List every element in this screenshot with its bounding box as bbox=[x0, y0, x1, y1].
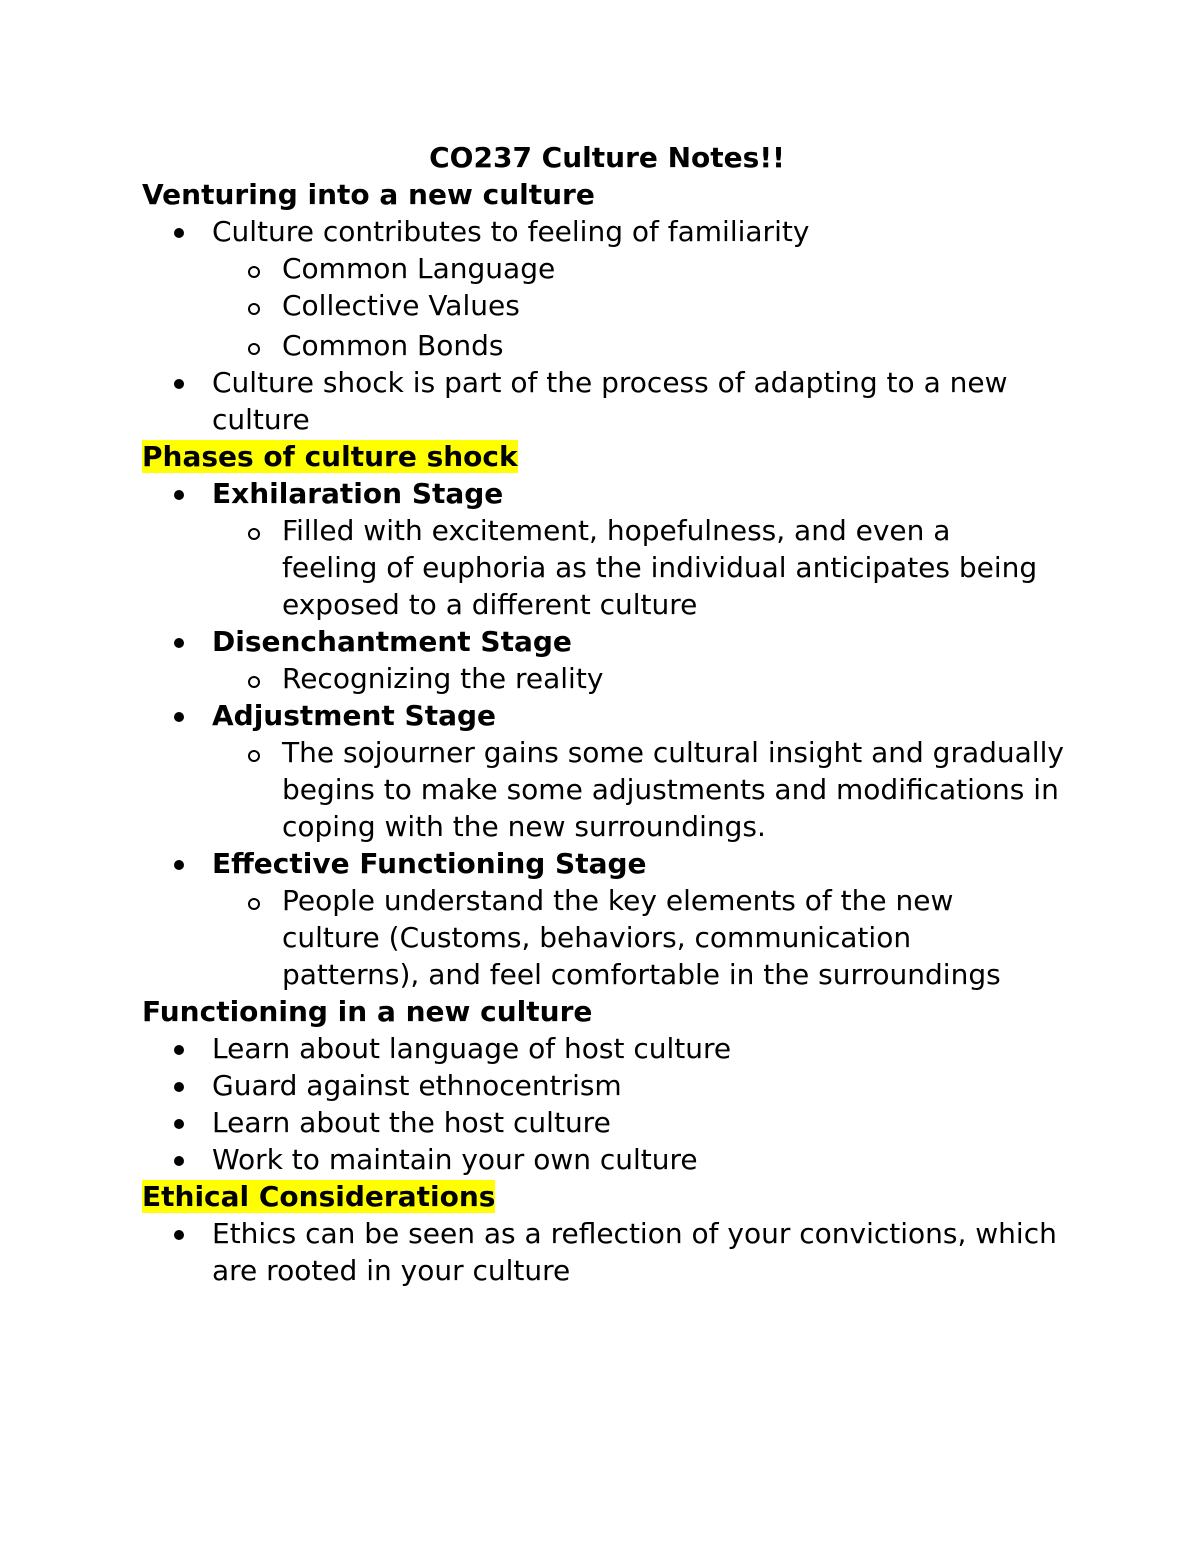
sub-list-item bbox=[212, 250, 1072, 287]
list-item bbox=[142, 845, 1072, 993]
bullet-icon bbox=[174, 638, 184, 648]
section-heading-phases bbox=[142, 438, 1072, 475]
list-item bbox=[142, 1141, 1072, 1178]
list-item-text: Exhilaration Stage bbox=[212, 477, 504, 510]
section-heading-venturing bbox=[142, 176, 1072, 213]
bullet-icon bbox=[174, 1082, 184, 1092]
bullet-icon bbox=[174, 1045, 184, 1055]
sub-list-item-text: Filled with excitement, hopefulness, and even a feeling of euphoria as the individual anticipates being exposed to a different culture bbox=[282, 514, 1038, 621]
sub-bullet-list bbox=[212, 512, 1072, 623]
list-item-text: Learn about language of host culture bbox=[212, 1032, 732, 1065]
list-item-text: Work to maintain your own culture bbox=[212, 1143, 698, 1176]
section-heading-text: Phases of culture shock bbox=[142, 440, 518, 473]
list-item-text: Ethics can be seen as a reflection of your convictions, which are rooted in your culture bbox=[212, 1217, 1057, 1287]
list-item-text: Learn about the host culture bbox=[212, 1106, 611, 1139]
list-item-text: Disenchantment Stage bbox=[212, 625, 572, 658]
circle-bullet-icon bbox=[248, 528, 260, 540]
list-item bbox=[142, 475, 1072, 623]
bullet-list bbox=[142, 1030, 1072, 1178]
sub-list-item-text: Common Language bbox=[282, 252, 556, 285]
circle-bullet-icon bbox=[248, 750, 260, 762]
section-heading-text: Functioning in a new culture bbox=[142, 995, 593, 1028]
list-item bbox=[142, 1215, 1072, 1289]
bullet-icon bbox=[174, 490, 184, 500]
circle-bullet-icon bbox=[248, 303, 260, 315]
bullet-list bbox=[142, 213, 1072, 438]
list-item-text: Guard against ethnocentrism bbox=[212, 1069, 622, 1102]
sub-list-item bbox=[212, 882, 1072, 993]
sub-list-item-text: Common Bonds bbox=[282, 329, 504, 362]
list-item-text: Adjustment Stage bbox=[212, 699, 497, 732]
list-item bbox=[142, 1030, 1072, 1067]
circle-bullet-icon bbox=[248, 676, 260, 688]
sub-bullet-list bbox=[212, 660, 1072, 697]
sub-list-item-text: Collective Values bbox=[282, 289, 520, 322]
bullet-icon bbox=[174, 1156, 184, 1166]
list-item bbox=[142, 1067, 1072, 1104]
list-item-text: Culture shock is part of the process of adapting to a new culture bbox=[212, 366, 1008, 436]
sub-list-item bbox=[212, 734, 1072, 845]
bullet-icon bbox=[174, 379, 184, 389]
sub-list-item bbox=[212, 660, 1072, 697]
sub-bullet-list bbox=[212, 734, 1072, 845]
section-heading-text: Venturing into a new culture bbox=[142, 178, 595, 211]
section-heading-ethical bbox=[142, 1178, 1072, 1215]
bullet-icon bbox=[174, 860, 184, 870]
circle-bullet-icon bbox=[248, 266, 260, 278]
sub-list-item bbox=[212, 327, 1072, 364]
circle-bullet-icon bbox=[248, 898, 260, 910]
circle-bullet-icon bbox=[248, 343, 260, 355]
list-item-text: Effective Functioning Stage bbox=[212, 847, 647, 880]
list-item-text: Culture contributes to feeling of familiarity bbox=[212, 215, 810, 248]
section-heading-text: Ethical Considerations bbox=[142, 1180, 496, 1213]
bullet-icon bbox=[174, 1230, 184, 1240]
list-item bbox=[142, 623, 1072, 697]
sub-bullet-list bbox=[212, 882, 1072, 993]
sub-bullet-list bbox=[212, 250, 1072, 364]
bullet-list bbox=[142, 475, 1072, 993]
sub-list-item-text: The sojourner gains some cultural insight and gradually begins to make some adjustments and modifications in coping with the new surroundings. bbox=[282, 736, 1064, 843]
list-item bbox=[142, 1104, 1072, 1141]
bullet-icon bbox=[174, 228, 184, 238]
bullet-icon bbox=[174, 1119, 184, 1129]
sub-list-item bbox=[212, 287, 1072, 324]
document-title: CO237 Culture Notes!! bbox=[429, 141, 785, 174]
bullet-icon bbox=[174, 712, 184, 722]
sub-list-item-text: People understand the key elements of the new culture (Customs, behaviors, communication patterns), and feel comfortable in the surroundings bbox=[282, 884, 1001, 991]
document-page bbox=[142, 139, 1072, 1289]
list-item bbox=[142, 213, 1072, 364]
bullet-list bbox=[142, 1215, 1072, 1289]
sub-list-item bbox=[212, 512, 1072, 623]
sub-list-item-text: Recognizing the reality bbox=[282, 662, 604, 695]
list-item bbox=[142, 697, 1072, 845]
section-heading-functioning bbox=[142, 993, 1072, 1030]
list-item bbox=[142, 364, 1072, 438]
